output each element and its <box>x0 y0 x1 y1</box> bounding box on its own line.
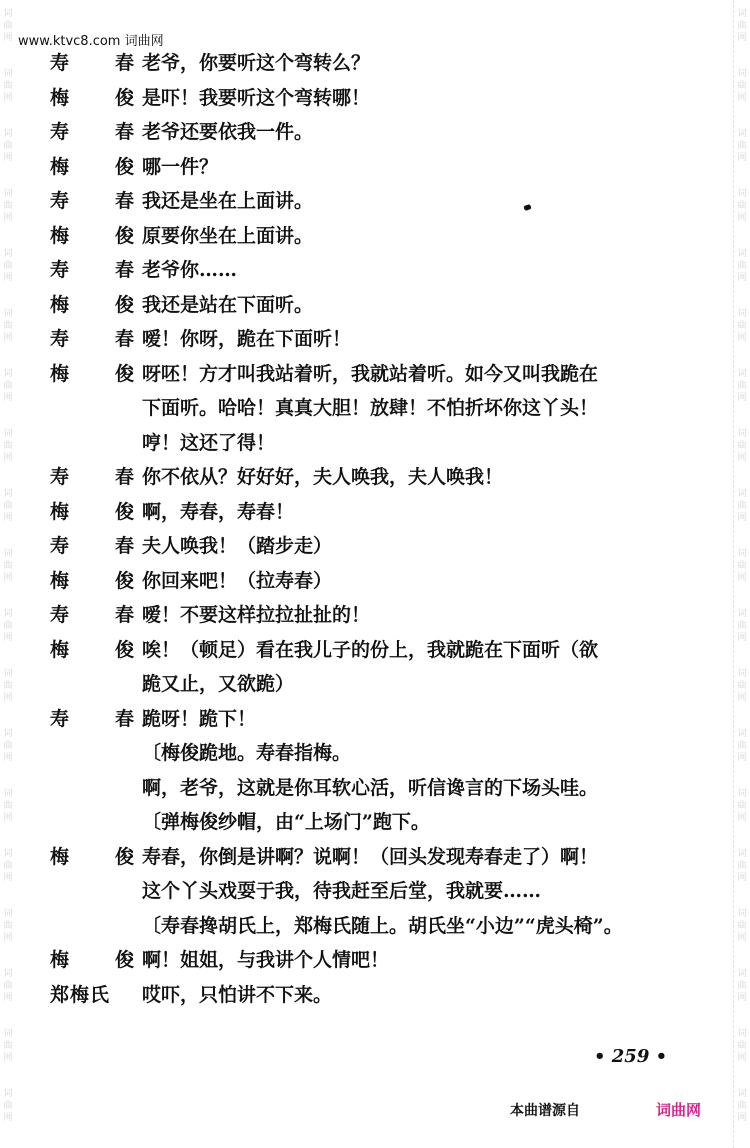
script-text <box>50 46 710 1012</box>
speaker-name <box>50 667 142 702</box>
script-line <box>50 874 710 909</box>
watermark-glyph-group <box>0 368 16 404</box>
watermark-glyph: 网 <box>737 813 747 823</box>
watermark-glyph: 曲 <box>737 621 747 631</box>
watermark-glyph-group <box>0 188 16 224</box>
speaker-name <box>50 426 142 461</box>
watermark-glyph: 网 <box>737 513 747 523</box>
watermark-glyph: 词 <box>737 69 747 79</box>
watermark-glyph: 词 <box>737 369 747 379</box>
left-watermark-strip <box>0 0 16 1148</box>
watermark-glyph: 词 <box>3 609 13 619</box>
watermark-glyph: 词 <box>737 789 747 799</box>
speaker-name: 寿 春 <box>50 328 134 350</box>
dialogue-text: 我还是站在下面听。 <box>142 293 314 316</box>
watermark-glyph-group <box>734 308 750 344</box>
watermark-glyph-group <box>0 728 16 764</box>
watermark-glyph: 网 <box>737 1053 747 1063</box>
watermark-glyph: 词 <box>737 969 747 979</box>
dialogue-text: 哎吓，只怕讲不下来。 <box>142 983 333 1006</box>
script-line <box>50 357 710 392</box>
site-header: www.ktvc8.com 词曲网 <box>18 34 164 49</box>
watermark-glyph: 网 <box>737 993 747 1003</box>
script-line <box>50 702 710 737</box>
watermark-glyph: 词 <box>3 849 13 859</box>
dialogue-text: 〔弹梅俊纱帽，由“上场门”跑下。 <box>142 811 430 833</box>
watermark-glyph: 曲 <box>3 681 13 691</box>
speaker-name: 寿 春 <box>50 121 134 143</box>
script-line <box>50 322 710 357</box>
watermark-glyph: 词 <box>3 1029 13 1039</box>
speaker-name: 梅 俊 <box>50 86 134 109</box>
watermark-glyph: 词 <box>737 429 747 439</box>
watermark-glyph: 曲 <box>3 801 13 811</box>
watermark-glyph: 曲 <box>737 801 747 811</box>
watermark-glyph: 曲 <box>737 681 747 691</box>
dialogue-text: 嗳！不要这样拉拉扯扯的！ <box>142 604 371 626</box>
speaker-name: 寿 春 <box>50 259 134 281</box>
dialogue-text: 老爷，你要听这个弯转么？ <box>142 52 371 74</box>
watermark-glyph: 网 <box>737 333 747 343</box>
watermark-glyph: 曲 <box>3 861 13 871</box>
watermark-glyph: 网 <box>3 153 13 163</box>
speaker-name: 梅 俊 <box>50 362 134 385</box>
watermark-glyph: 词 <box>3 909 13 919</box>
watermark-glyph: 曲 <box>737 261 747 271</box>
dialogue-text: 啊，寿春，寿春！ <box>142 500 295 523</box>
watermark-glyph: 曲 <box>3 81 13 91</box>
script-line <box>50 840 710 875</box>
watermark-glyph: 网 <box>737 693 747 703</box>
script-line <box>50 219 710 254</box>
watermark-glyph: 网 <box>3 333 13 343</box>
watermark-glyph: 曲 <box>737 1101 747 1111</box>
watermark-glyph-group <box>734 728 750 764</box>
script-line <box>50 598 710 633</box>
speaker-name: 寿 春 <box>50 466 134 488</box>
speaker-name: 寿 春 <box>50 604 134 626</box>
dialogue-text: 我还是坐在上面讲。 <box>142 190 314 212</box>
watermark-glyph: 曲 <box>737 741 747 751</box>
dialogue-text: 这个丫头戏耍于我，待我赶至后堂，我就要…… <box>142 880 542 902</box>
speaker-name: 梅 俊 <box>50 638 134 661</box>
watermark-glyph: 曲 <box>737 141 747 151</box>
speaker-name: 梅 俊 <box>50 949 134 971</box>
dialogue-text: 啊！姐姐，与我讲个人情吧！ <box>142 949 390 971</box>
speaker-name: 梅 俊 <box>50 155 134 178</box>
watermark-glyph-group <box>0 548 16 584</box>
dialogue-text: 下面听。哈哈！真真大胆！放肆！不怕折坏你这丫头！ <box>142 397 599 419</box>
watermark-glyph: 网 <box>737 33 747 43</box>
watermark-glyph-group <box>734 548 750 584</box>
watermark-glyph-group <box>0 308 16 344</box>
watermark-glyph-group <box>0 128 16 164</box>
speaker-name <box>50 874 142 909</box>
watermark-glyph: 网 <box>3 453 13 463</box>
speaker-name: 梅 俊 <box>50 569 134 592</box>
watermark-glyph-group <box>734 248 750 284</box>
dialogue-text: 你回来吧！（拉寿春） <box>142 569 333 592</box>
watermark-glyph: 曲 <box>3 141 13 151</box>
watermark-glyph-group <box>0 428 16 464</box>
watermark-glyph: 词 <box>737 1089 747 1099</box>
watermark-glyph-group <box>0 488 16 524</box>
watermark-glyph-group <box>734 68 750 104</box>
dialogue-text: 老爷还要依我一件。 <box>142 121 314 143</box>
speaker-name: 寿 春 <box>50 707 134 730</box>
watermark-glyph: 网 <box>3 573 13 583</box>
dialogue-text: 唉！（顿足）看在我儿子的份上，我就跪在下面听（欲 <box>142 638 599 661</box>
watermark-glyph: 词 <box>3 969 13 979</box>
speaker-name: 梅 俊 <box>50 293 134 316</box>
dialogue-text: 哼！这还了得！ <box>142 431 276 454</box>
watermark-glyph: 网 <box>737 393 747 403</box>
watermark-glyph: 网 <box>3 93 13 103</box>
footer-brand: 词曲网 <box>656 1101 702 1119</box>
watermark-glyph: 词 <box>737 849 747 859</box>
watermark-glyph: 曲 <box>3 321 13 331</box>
watermark-glyph: 曲 <box>3 621 13 631</box>
speaker-name: 寿 春 <box>50 52 134 74</box>
dialogue-text: 〔寿春搀胡氏上，郑梅氏随上。胡氏坐“小边”“虎头椅”。 <box>142 914 623 937</box>
watermark-glyph-group <box>734 368 750 404</box>
watermark-glyph: 词 <box>3 669 13 679</box>
watermark-glyph: 网 <box>737 933 747 943</box>
watermark-glyph: 网 <box>3 753 13 763</box>
watermark-glyph: 网 <box>737 633 747 643</box>
script-line <box>50 978 710 1013</box>
dialogue-text: 寿春，你倒是讲啊？说啊！（回头发现寿春走了）啊！ <box>142 845 599 868</box>
script-line <box>50 943 710 978</box>
watermark-glyph: 网 <box>3 393 13 403</box>
watermark-glyph: 网 <box>3 1053 13 1063</box>
watermark-glyph: 网 <box>737 93 747 103</box>
watermark-glyph: 网 <box>3 273 13 283</box>
watermark-glyph: 网 <box>3 933 13 943</box>
watermark-glyph: 网 <box>3 513 13 523</box>
script-line <box>50 253 710 288</box>
watermark-glyph: 网 <box>3 633 13 643</box>
dialogue-text: 原要你坐在上面讲。 <box>142 224 314 247</box>
right-watermark-strip <box>733 0 750 1148</box>
footer-source-label: 本曲谱源自 <box>510 1103 580 1119</box>
watermark-glyph: 网 <box>737 153 747 163</box>
script-line <box>50 909 710 944</box>
dialogue-text: 〔梅俊跪地。寿春指梅。 <box>142 742 352 764</box>
watermark-glyph: 曲 <box>737 441 747 451</box>
watermark-glyph: 词 <box>737 609 747 619</box>
watermark-glyph: 曲 <box>737 981 747 991</box>
dialogue-text: 啊，老爷，这就是你耳软心活，听信谗言的下场头哇。 <box>142 776 599 799</box>
watermark-glyph-group <box>0 968 16 1004</box>
watermark-glyph: 词 <box>737 309 747 319</box>
watermark-glyph-group <box>0 668 16 704</box>
watermark-glyph: 词 <box>3 1089 13 1099</box>
page-number: • 259 • <box>594 1046 668 1067</box>
speaker-name: 郑梅氏 <box>50 983 111 1006</box>
script-line <box>50 184 710 219</box>
speaker-name: 梅 俊 <box>50 224 134 247</box>
watermark-glyph-group <box>734 908 750 944</box>
dialogue-text: 是吓！我要听这个弯转哪！ <box>142 86 371 109</box>
watermark-glyph: 网 <box>3 993 13 1003</box>
script-line <box>50 150 710 185</box>
watermark-glyph: 网 <box>3 1113 13 1123</box>
dialogue-text: 呀呸！方才叫我站着听，我就站着听。如今又叫我跪在 <box>142 362 599 385</box>
watermark-glyph: 词 <box>737 249 747 259</box>
watermark-glyph: 词 <box>3 549 13 559</box>
watermark-glyph-group <box>0 248 16 284</box>
watermark-glyph: 词 <box>3 729 13 739</box>
watermark-glyph: 曲 <box>737 321 747 331</box>
watermark-glyph: 网 <box>3 213 13 223</box>
watermark-glyph: 网 <box>737 753 747 763</box>
watermark-glyph: 词 <box>737 489 747 499</box>
watermark-glyph-group <box>734 128 750 164</box>
speaker-name <box>50 736 142 771</box>
watermark-glyph: 曲 <box>737 921 747 931</box>
dialogue-text: 跪呀！跪下！ <box>142 707 257 730</box>
watermark-glyph: 网 <box>737 1113 747 1123</box>
watermark-glyph-group <box>0 8 16 44</box>
watermark-glyph: 曲 <box>3 441 13 451</box>
speaker-name <box>50 909 142 944</box>
script-line <box>50 115 710 150</box>
watermark-glyph: 曲 <box>737 861 747 871</box>
watermark-glyph: 曲 <box>3 1101 13 1111</box>
watermark-glyph: 词 <box>737 729 747 739</box>
watermark-glyph-group <box>734 1028 750 1064</box>
watermark-glyph: 词 <box>737 909 747 919</box>
watermark-glyph: 曲 <box>3 561 13 571</box>
watermark-glyph: 曲 <box>3 381 13 391</box>
watermark-glyph-group <box>734 1088 750 1124</box>
watermark-glyph-group <box>0 68 16 104</box>
watermark-glyph: 曲 <box>3 261 13 271</box>
dialogue-text: 夫人唤我！（踏步走） <box>142 535 333 557</box>
script-line <box>50 529 710 564</box>
dialogue-text: 跪又止，又欲跪） <box>142 673 295 695</box>
watermark-glyph: 词 <box>3 429 13 439</box>
watermark-glyph: 曲 <box>737 21 747 31</box>
watermark-glyph: 曲 <box>737 201 747 211</box>
watermark-glyph-group <box>734 848 750 884</box>
dialogue-text: 哪一件？ <box>142 155 219 178</box>
watermark-glyph: 曲 <box>3 981 13 991</box>
watermark-glyph: 词 <box>3 129 13 139</box>
watermark-glyph: 网 <box>3 873 13 883</box>
watermark-glyph: 词 <box>737 189 747 199</box>
watermark-glyph: 词 <box>3 789 13 799</box>
watermark-glyph: 曲 <box>3 921 13 931</box>
speaker-name: 寿 春 <box>50 190 134 212</box>
watermark-glyph-group <box>0 608 16 644</box>
watermark-glyph: 词 <box>3 369 13 379</box>
watermark-glyph: 词 <box>3 69 13 79</box>
script-line <box>50 46 710 81</box>
script-line <box>50 771 710 806</box>
watermark-glyph: 词 <box>3 189 13 199</box>
watermark-glyph-group <box>734 668 750 704</box>
watermark-glyph: 词 <box>3 9 13 19</box>
watermark-glyph-group <box>0 1088 16 1124</box>
watermark-glyph: 曲 <box>3 201 13 211</box>
watermark-glyph: 曲 <box>3 1041 13 1051</box>
watermark-glyph: 曲 <box>737 1041 747 1051</box>
speaker-name <box>50 391 142 426</box>
watermark-glyph: 网 <box>3 33 13 43</box>
watermark-glyph: 词 <box>737 9 747 19</box>
script-line <box>50 460 710 495</box>
watermark-glyph-group <box>0 1028 16 1064</box>
watermark-glyph-group <box>734 8 750 44</box>
watermark-glyph: 曲 <box>3 741 13 751</box>
speaker-name <box>50 771 142 806</box>
dialogue-text: 你不依从？好好好，夫人唤我，夫人唤我！ <box>142 466 504 488</box>
speaker-name <box>50 805 142 840</box>
script-line <box>50 495 710 530</box>
watermark-glyph-group <box>734 788 750 824</box>
script-line <box>50 633 710 668</box>
watermark-glyph: 网 <box>737 573 747 583</box>
script-line <box>50 391 710 426</box>
watermark-glyph-group <box>734 488 750 524</box>
script-line <box>50 564 710 599</box>
watermark-glyph: 曲 <box>3 501 13 511</box>
watermark-glyph: 曲 <box>737 561 747 571</box>
speaker-name: 梅 俊 <box>50 500 134 523</box>
script-line <box>50 805 710 840</box>
watermark-glyph: 词 <box>3 249 13 259</box>
watermark-glyph: 网 <box>737 873 747 883</box>
speaker-name: 梅 俊 <box>50 845 134 868</box>
watermark-glyph-group <box>734 608 750 644</box>
watermark-glyph-group <box>734 428 750 464</box>
watermark-glyph: 词 <box>737 549 747 559</box>
watermark-glyph-group <box>0 908 16 944</box>
watermark-glyph-group <box>734 188 750 224</box>
watermark-glyph: 网 <box>737 273 747 283</box>
speaker-name: 寿 春 <box>50 535 134 557</box>
watermark-glyph: 网 <box>3 813 13 823</box>
script-line <box>50 81 710 116</box>
watermark-glyph: 曲 <box>737 381 747 391</box>
watermark-glyph: 曲 <box>737 81 747 91</box>
watermark-glyph: 词 <box>737 1029 747 1039</box>
watermark-glyph-group <box>0 848 16 884</box>
dialogue-text: 嗳！你呀，跪在下面听！ <box>142 328 352 350</box>
watermark-glyph: 词 <box>737 669 747 679</box>
script-line <box>50 426 710 461</box>
script-line <box>50 667 710 702</box>
script-line <box>50 288 710 323</box>
dialogue-text: 老爷你…… <box>142 259 238 281</box>
watermark-glyph: 词 <box>3 309 13 319</box>
watermark-glyph: 词 <box>3 489 13 499</box>
watermark-glyph: 词 <box>737 129 747 139</box>
watermark-glyph: 曲 <box>737 501 747 511</box>
watermark-glyph: 网 <box>737 213 747 223</box>
watermark-glyph: 网 <box>737 453 747 463</box>
watermark-glyph: 网 <box>3 693 13 703</box>
watermark-glyph-group <box>0 788 16 824</box>
watermark-glyph-group <box>734 968 750 1004</box>
script-line <box>50 736 710 771</box>
watermark-glyph: 曲 <box>3 21 13 31</box>
